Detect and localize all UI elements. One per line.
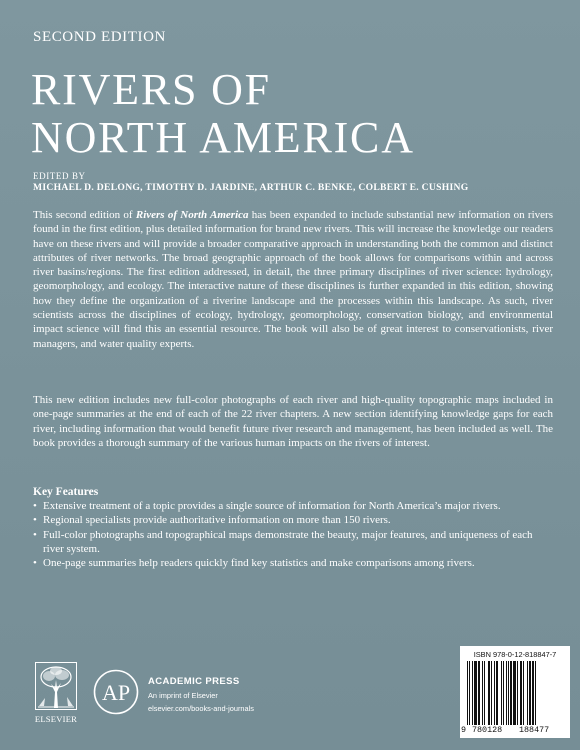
barcode-bar (488, 661, 490, 725)
book-title-line-2: NORTH AMERICA (31, 113, 415, 162)
barcode-bar (474, 661, 477, 725)
key-feature-text: Regional specialists provide authoritative information on more than 150 rivers. (43, 514, 391, 527)
barcode-bar (510, 661, 512, 725)
isbn-digits-left: 780128 (472, 725, 503, 735)
key-features-heading: Key Features (33, 486, 99, 498)
edition-label: SECOND EDITION (33, 29, 166, 45)
barcode-bar (467, 661, 468, 725)
barcode-bar (520, 661, 522, 725)
key-feature-item (33, 499, 553, 513)
isbn-barcode-panel (460, 646, 570, 738)
key-feature-item (33, 528, 553, 557)
barcode-bar (496, 661, 498, 725)
barcode-bar (513, 661, 516, 725)
isbn-digits-right: 188477 (519, 725, 550, 735)
academic-press-info (148, 676, 254, 713)
academic-press-logo-icon (93, 669, 139, 715)
barcode-bar (517, 661, 518, 725)
blurb-p1-rest: has been expanded to include substantial new information on rivers found in the first edition, plus detailed information for brand new rivers. This will increase the knowledge our readers have on these rivers and will provide a broader comparative approach in understanding both the common and distinct attributes of river networks. The broad geographic approach of the book allows for comparisons within and across river basins/regions. The first edition addressed, in detail, the three primary disciplines of river science: hydrology, geomorphology, and ecology. The interactive nature of these disciplines is further expanded in this edition, showing how they define the organization of a riverine landscape and the processes within this landscape. As such, river scientists across the disciplines of ecology, hydrology, geomorphology, conservation biology, and environmental impact science will find this an essential resource. The book will also be of great interest to conservationists, river managers, and water quality experts. (33, 209, 553, 350)
barcode-bar (527, 661, 528, 725)
barcode-bar (506, 661, 507, 725)
barcode-icon (467, 661, 565, 725)
barcode-bar (494, 661, 495, 725)
blurb-book-title: Rivers of North America (135, 209, 249, 221)
barcode-bar (523, 661, 524, 725)
barcode-bar (482, 661, 483, 725)
key-feature-text: One-page summaries help readers quickly find key statistics and make comparisons among rivers. (43, 557, 475, 570)
bullet-icon: • (33, 528, 37, 541)
elsevier-wordmark: ELSEVIER (34, 714, 78, 724)
key-feature-text: Full-color photographs and topographical maps demonstrate the beauty, major features, and uniqueness of each river system. (43, 528, 533, 555)
elsevier-tree-icon (35, 662, 77, 710)
barcode-bar (501, 661, 502, 725)
imprint-line: An imprint of Elsevier (148, 691, 218, 700)
book-title-line-1: RIVERS OF (31, 65, 271, 114)
key-feature-item (33, 556, 553, 570)
blurb-paragraph-1 (33, 208, 553, 351)
book-title (31, 66, 551, 162)
academic-press-name: ACADEMIC PRESS (148, 676, 240, 687)
barcode-bar (532, 661, 534, 725)
bullet-icon: • (33, 500, 37, 512)
ap-monogram: AP (101, 680, 131, 705)
barcode-bar (478, 661, 480, 725)
barcode-bar (508, 661, 509, 725)
barcode-bar (484, 661, 485, 725)
key-feature-text: Extensive treatment of a topic provides a single source of information for North America’s major rivers. (43, 500, 501, 512)
key-features-list (33, 499, 553, 570)
edited-by-label: EDITED BY (33, 171, 86, 181)
isbn-number: ISBN 978-0-12-818847-7 (473, 650, 557, 659)
publisher-url[interactable]: elsevier.com/books-and-journals (148, 704, 254, 713)
elsevier-logo (31, 662, 81, 728)
editors-list: MICHAEL D. DELONG, TIMOTHY D. JARDINE, ARTHUR C. BENKE, COLBERT E. CUSHING (33, 182, 469, 193)
bullet-icon: • (33, 557, 37, 570)
barcode-bar (535, 661, 536, 725)
bullet-icon: • (33, 514, 37, 527)
key-feature-item (33, 513, 553, 527)
blurb-paragraph-2: This new edition includes new full-color photographs of each river and high-quality topographic maps included in one-page summaries at the end of each of the 22 river chapters. A new section identifying knowledge gaps for each river, including information that would benefit future river research and management, has been included as well. The book provides a thorough summary of the various human impacts on the rivers of interest. (33, 394, 553, 449)
isbn-digit-first: 9 (461, 725, 467, 735)
barcode-bar (469, 661, 470, 725)
barcode-bar (529, 661, 531, 725)
barcode-bar (503, 661, 504, 725)
blurb-p1-intro: This second edition of (33, 209, 136, 221)
barcode-bar (491, 661, 492, 725)
barcode-bar (472, 661, 473, 725)
